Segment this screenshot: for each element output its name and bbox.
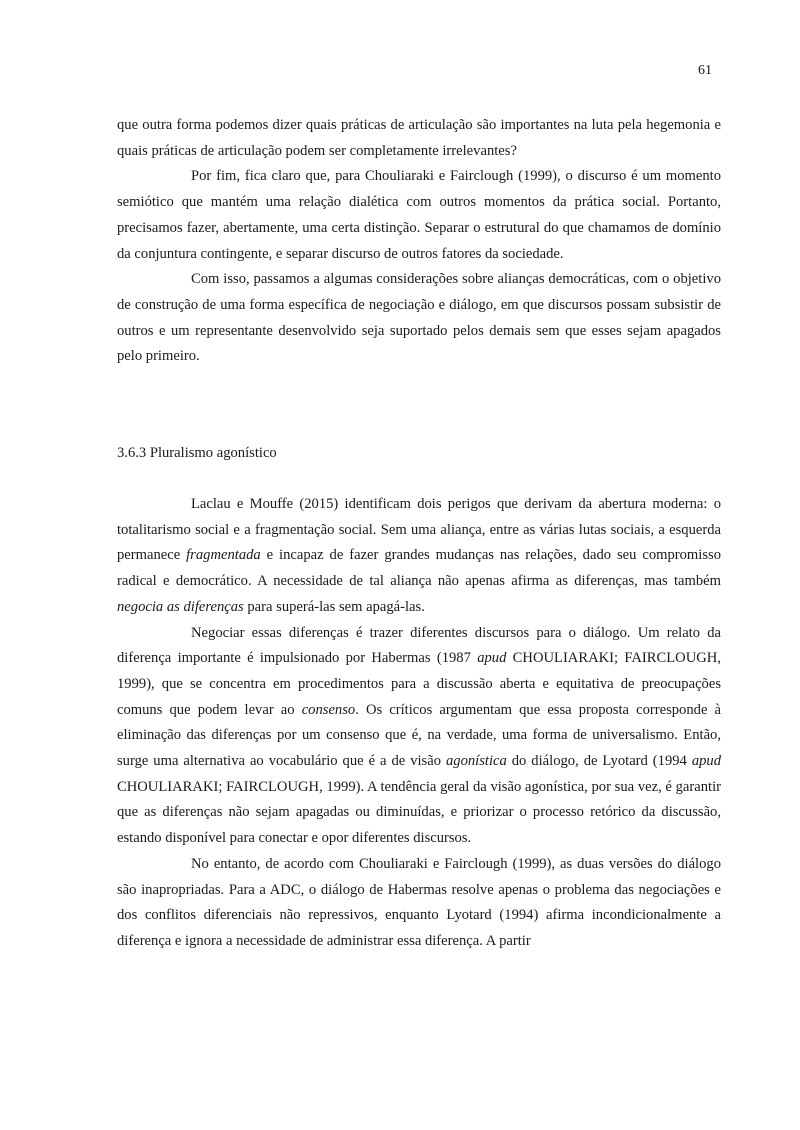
text-run: CHOULIARAKI; FAIRCLOUGH, 1999), que se concentra em procedimentos para a discussão aberta e equitativa de preocupações comuns que podem levar ao	[117, 650, 721, 718]
text-run: Laclau e Mouffe (2015) identificam dois perigos que derivam da abertura moderna: o totalitarismo social e a fragmentação social. Sem uma aliança, entre as várias lutas sociais, a esquerda permanece	[117, 496, 721, 564]
text-run: CHOULIARAKI; FAIRCLOUGH, 1999). A tendência geral da visão agonística, por sua vez, é garantir que as diferenças não sejam apagadas ou diminuídas, e priorizar o processo retórico da discussão, estando disponível para conectar e opor diferentes discursos.	[117, 778, 721, 847]
paragraph-discourse-moment: Por fim, fica claro que, para Chouliaraki e Fairclough (1999), o discurso é um momento semiótico que mantém uma relação dialética com outros momentos da prática social. Portanto, precisamos fazer, abertamente, uma certa distinção. Separar o estrutural do que chamamos de domínio da conjuntura contingente, e separar discurso de outros fatores da sociedade.	[117, 168, 721, 262]
text-run: . Os críticos argumentam que essa proposta corresponde à eliminação das diferenças por um consenso que é, na verdade, uma forma de universalismo. Então, surge uma alternativa ao vocabulário que é a de visão	[117, 701, 722, 770]
paragraph-laclau-mouffe	[117, 492, 721, 621]
paragraph-habermas	[117, 621, 721, 852]
text-run: e incapaz de fazer grandes mudanças nas relações, dado seu compromisso radical e democrático. A necessidade de tal aliança não apenas afirma as diferenças, mas também	[117, 547, 721, 590]
italic-term: apud	[691, 753, 721, 770]
text-run: do diálogo, de Lyotard (1994	[506, 753, 692, 770]
body-text	[117, 492, 721, 955]
text-run: para superá-las sem apagá-las.	[243, 598, 425, 615]
paragraph-continuation: que outra forma podemos dizer quais práticas de articulação são importantes na luta pela hegemonia e quais práticas de articulação podem ser completamente irrelevantes?	[117, 117, 721, 159]
page-number: 61	[698, 63, 712, 78]
italic-term: agonística	[445, 753, 507, 770]
intro-text	[117, 113, 721, 370]
paragraph-democratic-alliances: Com isso, passamos a algumas considerações sobre alianças democráticas, com o objetivo de construção de uma forma específica de negociação e diálogo, em que discursos possam subsistir de outros e um representante desenvolvido seja suportado pelos demais sem que esses sejam apagados pelo primeiro.	[117, 271, 721, 365]
text-run: Negociar essas diferenças é trazer diferentes discursos para o diálogo. Um relato da diferença importante é impulsionado por Habermas (1987	[117, 624, 721, 667]
italic-term: apud	[477, 650, 507, 667]
italic-term: consenso	[301, 701, 356, 718]
italic-term: negocia as diferenças	[117, 598, 244, 615]
italic-term: fragmentada	[186, 547, 261, 564]
paragraph-adc-dialogue: No entanto, de acordo com Chouliaraki e Fairclough (1999), as duas versões do diálogo são inapropriadas. Para a ADC, o diálogo de Habermas resolve apenas o problema das negociações e dos conflitos diferenciais não repressivos, enquanto Lyotard (1994) afirma incondicionalmente a diferença e ignora a necessidade de administrar essa diferença. A partir	[117, 855, 721, 949]
section-heading: 3.6.3 Pluralismo agonístico	[117, 445, 277, 461]
